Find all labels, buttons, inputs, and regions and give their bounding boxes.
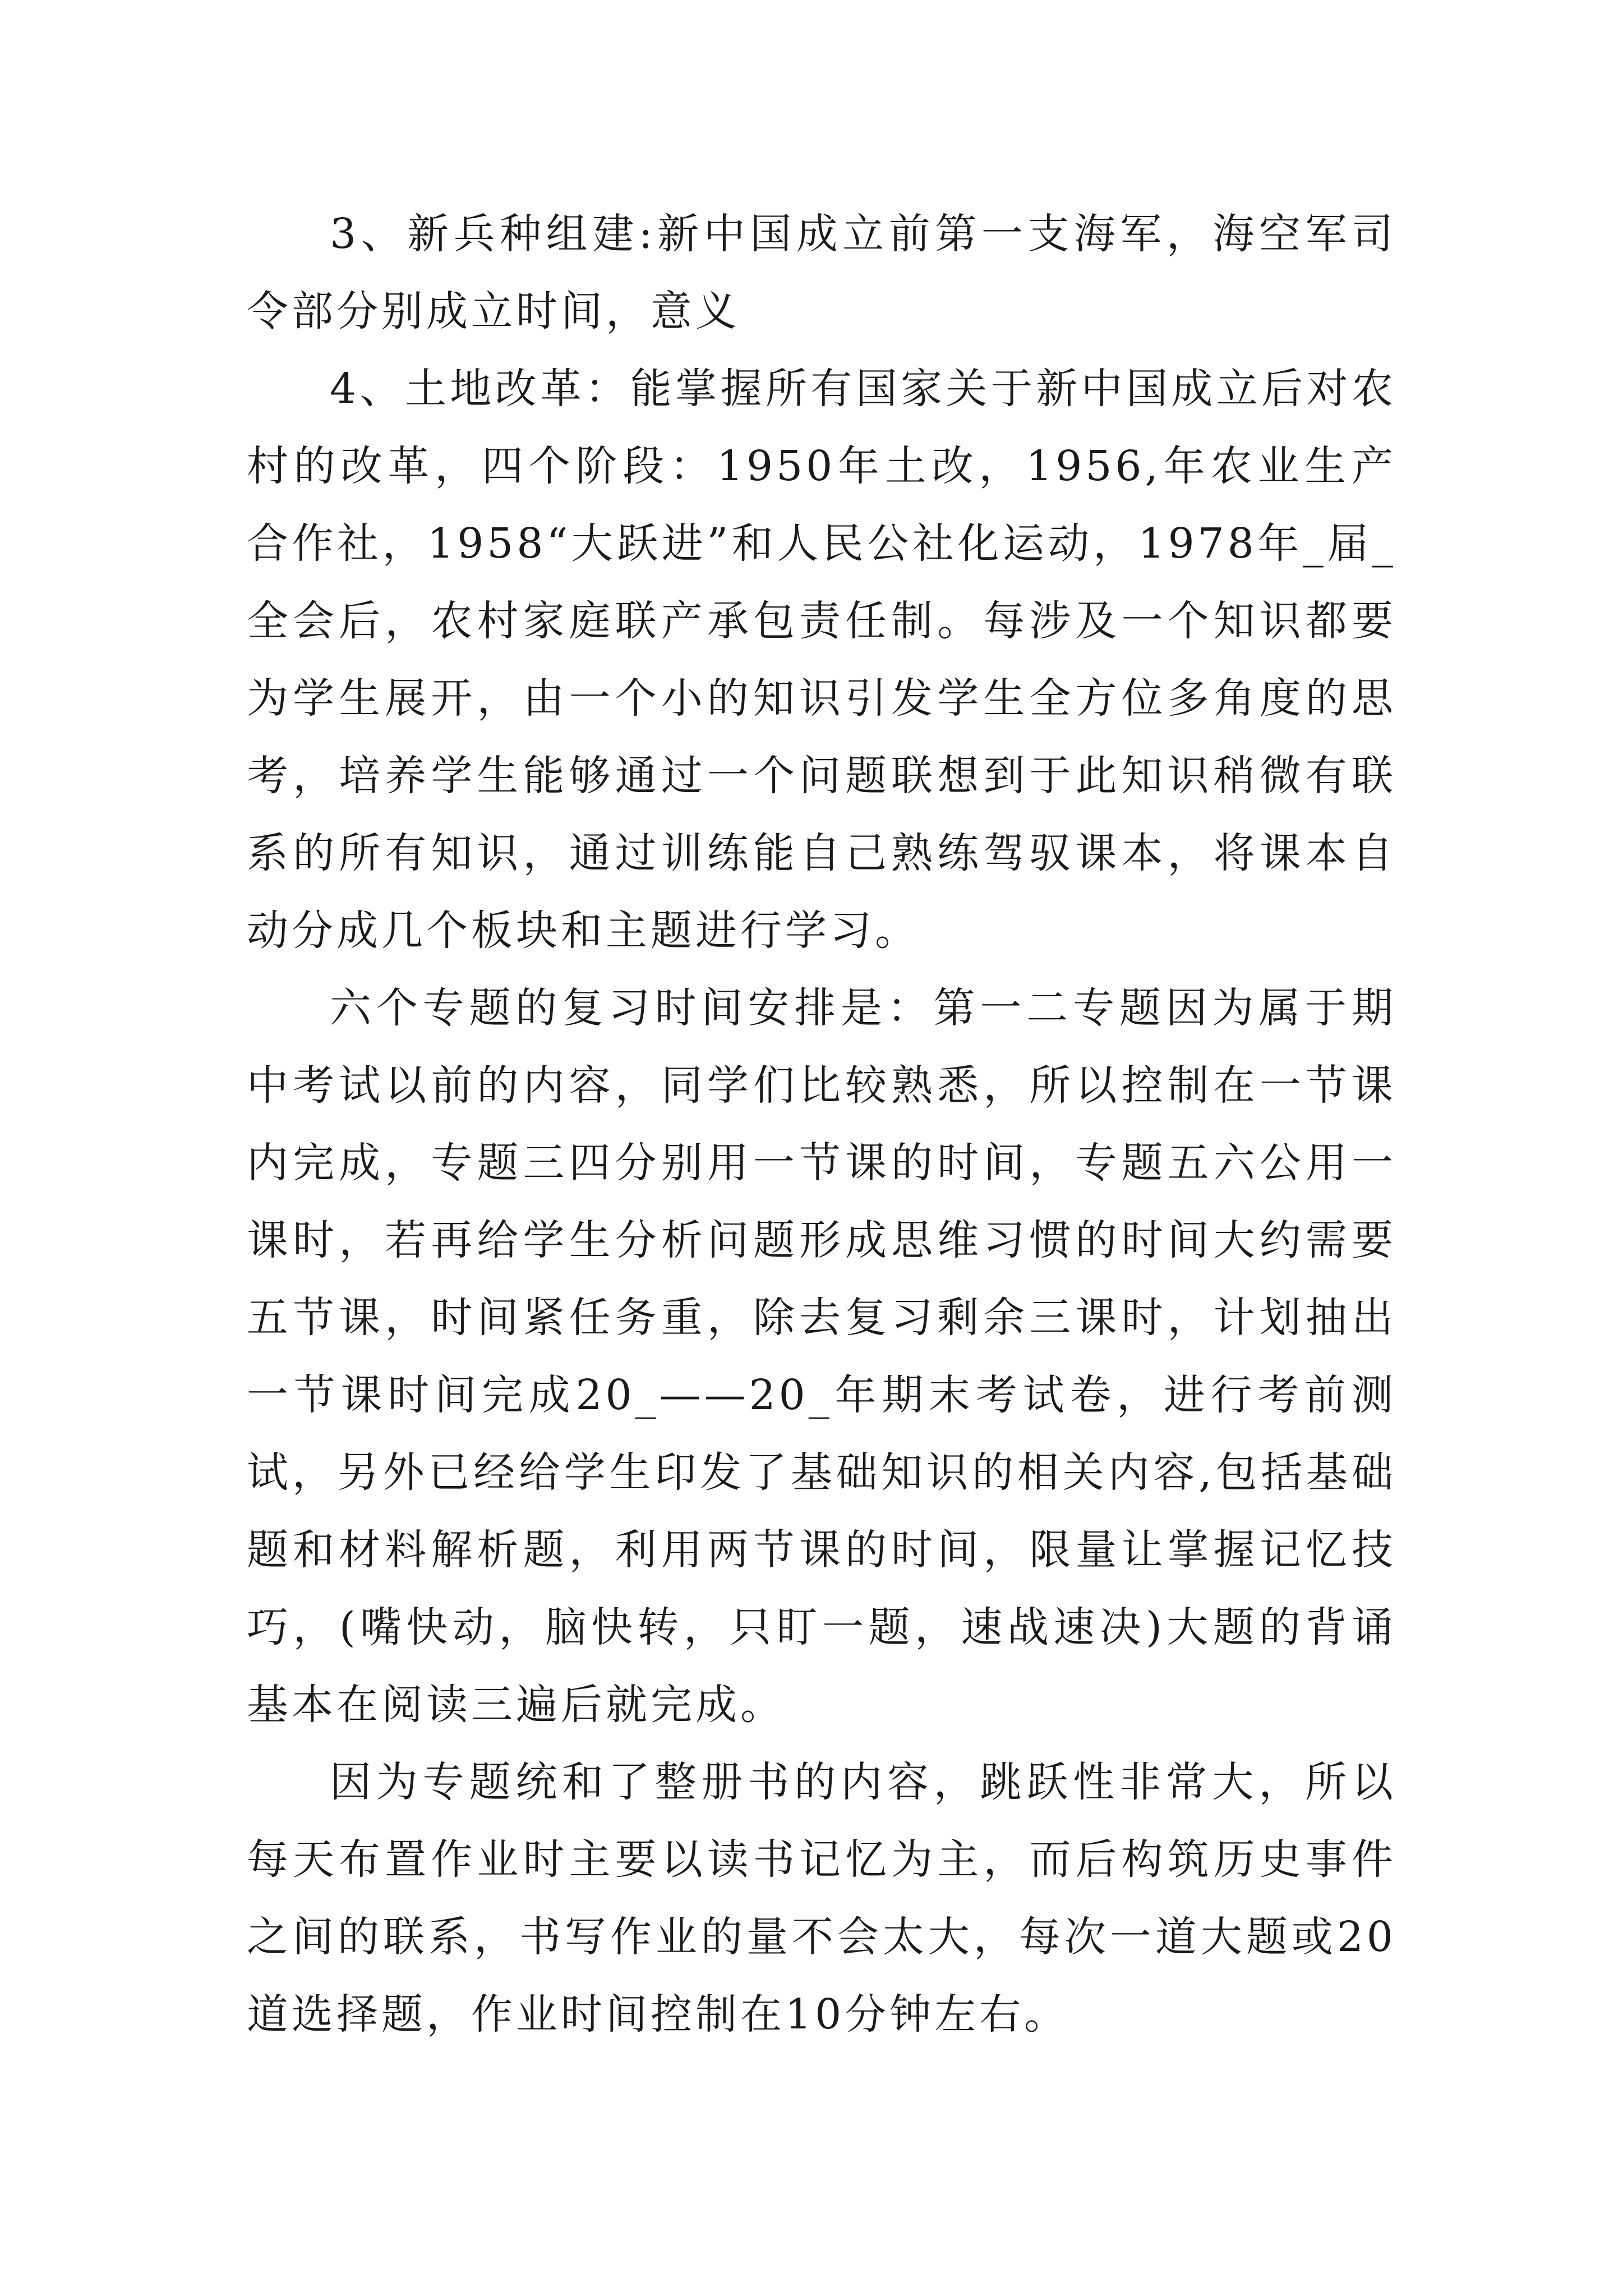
paragraph-land-reform: 4、土地改革：能掌握所有国家关于新中国成立后对农村的改革，四个阶段：1950年土改，1956,年农业生产合作社，1958“大跃进”和人民公社化运动，1978年_届_全会后，农村家庭联产承包责任制。每涉及一个知识都要为学生展开，由一个小的知识引发学生全方位多角度的思考，培养学生能够通过一个问题联想到于此知识稍微有联系的所有知识，通过训练能自己熟练驾驭课本，将课本自动分成几个板块和主题进行学习。: [247, 365, 1396, 955]
paragraph-new-service-branches: 3、新兵种组建:新中国成立前第一支海军，海空军司令部分别成立时间，意义: [247, 210, 1396, 335]
document-body: [247, 195, 1396, 2053]
paragraph-review-schedule: 六个专题的复习时间安排是：第一二专题因为属于期中考试以前的内容，同学们比较熟悉，所以控制在一节课内完成，专题三四分别用一节课的时间，专题五六公用一课时，若再给学生分析问题形成思维习惯的时间大约需要五节课，时间紧任务重，除去复习剩余三课时，计划抽出一节课时间完成20_——20_年期末考试卷，进行考前测试，另外已经给学生印发了基础知识的相关内容,包括基础题和材料解析题，利用两节课的时间，限量让掌握记忆技巧，(嘴快动，脑快转，只盯一题，速战速决)大题的背诵基本在阅读三遍后就完成。: [247, 984, 1396, 1729]
paragraph-homework-plan: 因为专题统和了整册书的内容，跳跃性非常大，所以每天布置作业时主要以读书记忆为主，而后构筑历史事件之间的联系，书写作业的量不会太大，每次一道大题或20道选择题，作业时间控制在10分钟左右。: [247, 1758, 1396, 2039]
